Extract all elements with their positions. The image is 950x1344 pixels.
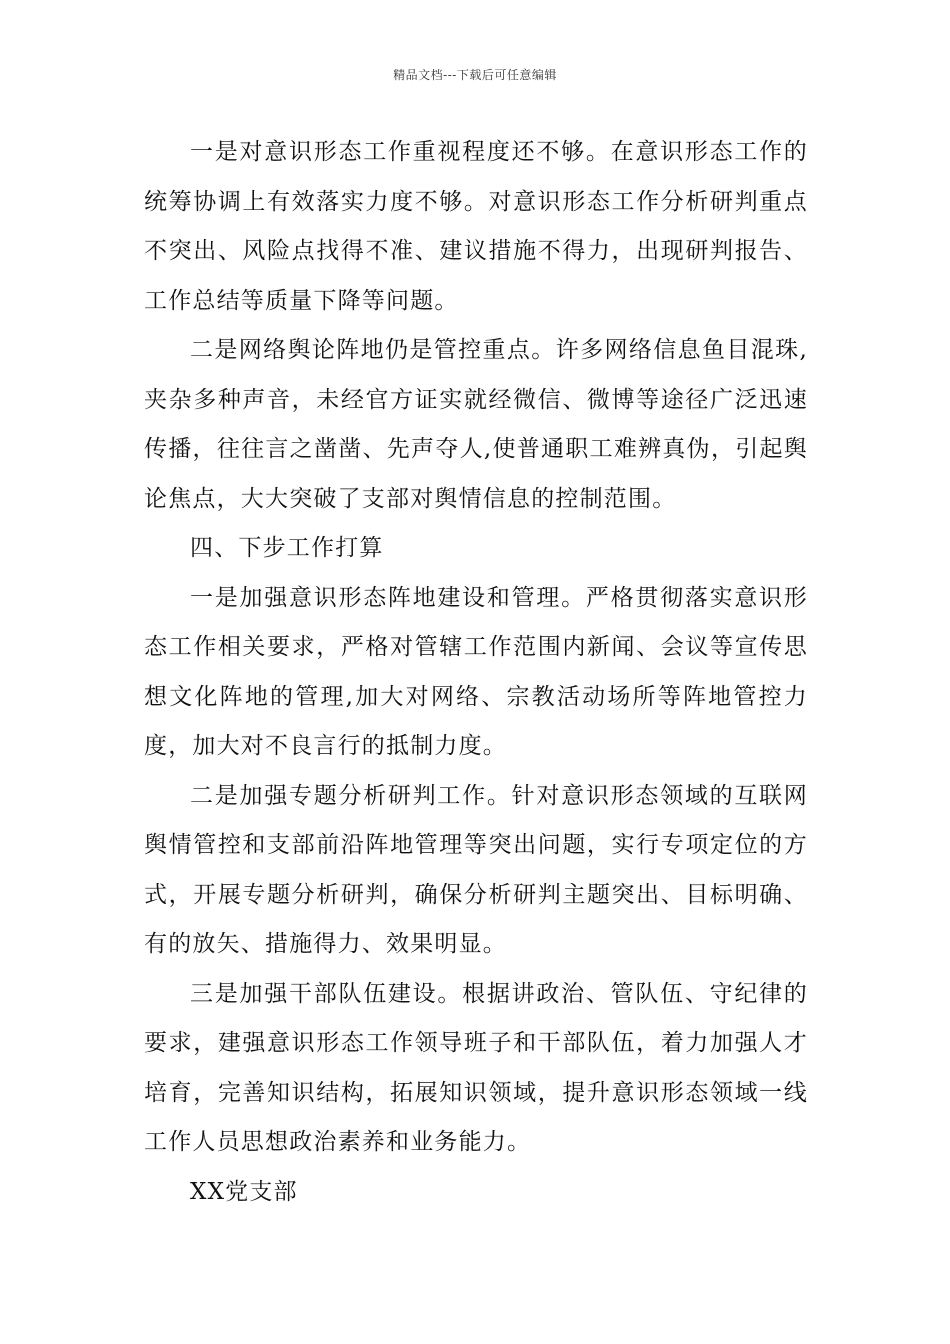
page-header: 精品文档---下载后可任意编辑 — [393, 68, 557, 82]
document-body — [144, 128, 808, 1217]
paragraph-network-opinion: 二是网络舆论阵地仍是管控重点。许多网络信息鱼目混珠,夹杂多种声音，未经官方证实就经微信、微博等途径广泛迅速传播，往往言之凿凿、先声夺人,使普通职工难辨真伪，引起舆论焦点，大大突破了支部对舆情信息的控制范围。 — [144, 337, 808, 512]
paragraph-special-analysis: 二是加强专题分析研判工作。针对意识形态领域的互联网舆情管控和支部前沿阵地管理等突出问题，实行专项定位的方式，开展专题分析研判，确保分析研判主题突出、目标明确、有的放矢、措施得力、效果明显。 — [144, 782, 808, 957]
paragraph-cadre-building: 三是加强干部队伍建设。根据讲政治、管队伍、守纪律的要求，建强意识形态工作领导班子和干部队伍，着力加强人才培育，完善知识结构，拓展知识领域，提升意识形态领域一线工作人员思想政治素养和业务能力。 — [144, 980, 808, 1155]
paragraph-position-building: 一是加强意识形态阵地建设和管理。严格贯彻落实意识形态工作相关要求，严格对管辖工作范围内新闻、会议等宣传思想文化阵地的管理,加大对网络、宗教活动场所等阵地管控力度，加大对不良言行的抵制力度。 — [144, 584, 808, 759]
paragraph-ideology-importance: 一是对意识形态工作重视程度还不够。在意识形态工作的统筹协调上有效落实力度不够。对意识形态工作分析研判重点不突出、风险点找得不准、建议措施不得力，出现研判报告、工作总结等质量下降等问题。 — [144, 139, 808, 314]
section-heading-next-steps: 四、下步工作打算 — [190, 535, 384, 561]
signature-party-branch: XX党支部 — [190, 1178, 298, 1205]
